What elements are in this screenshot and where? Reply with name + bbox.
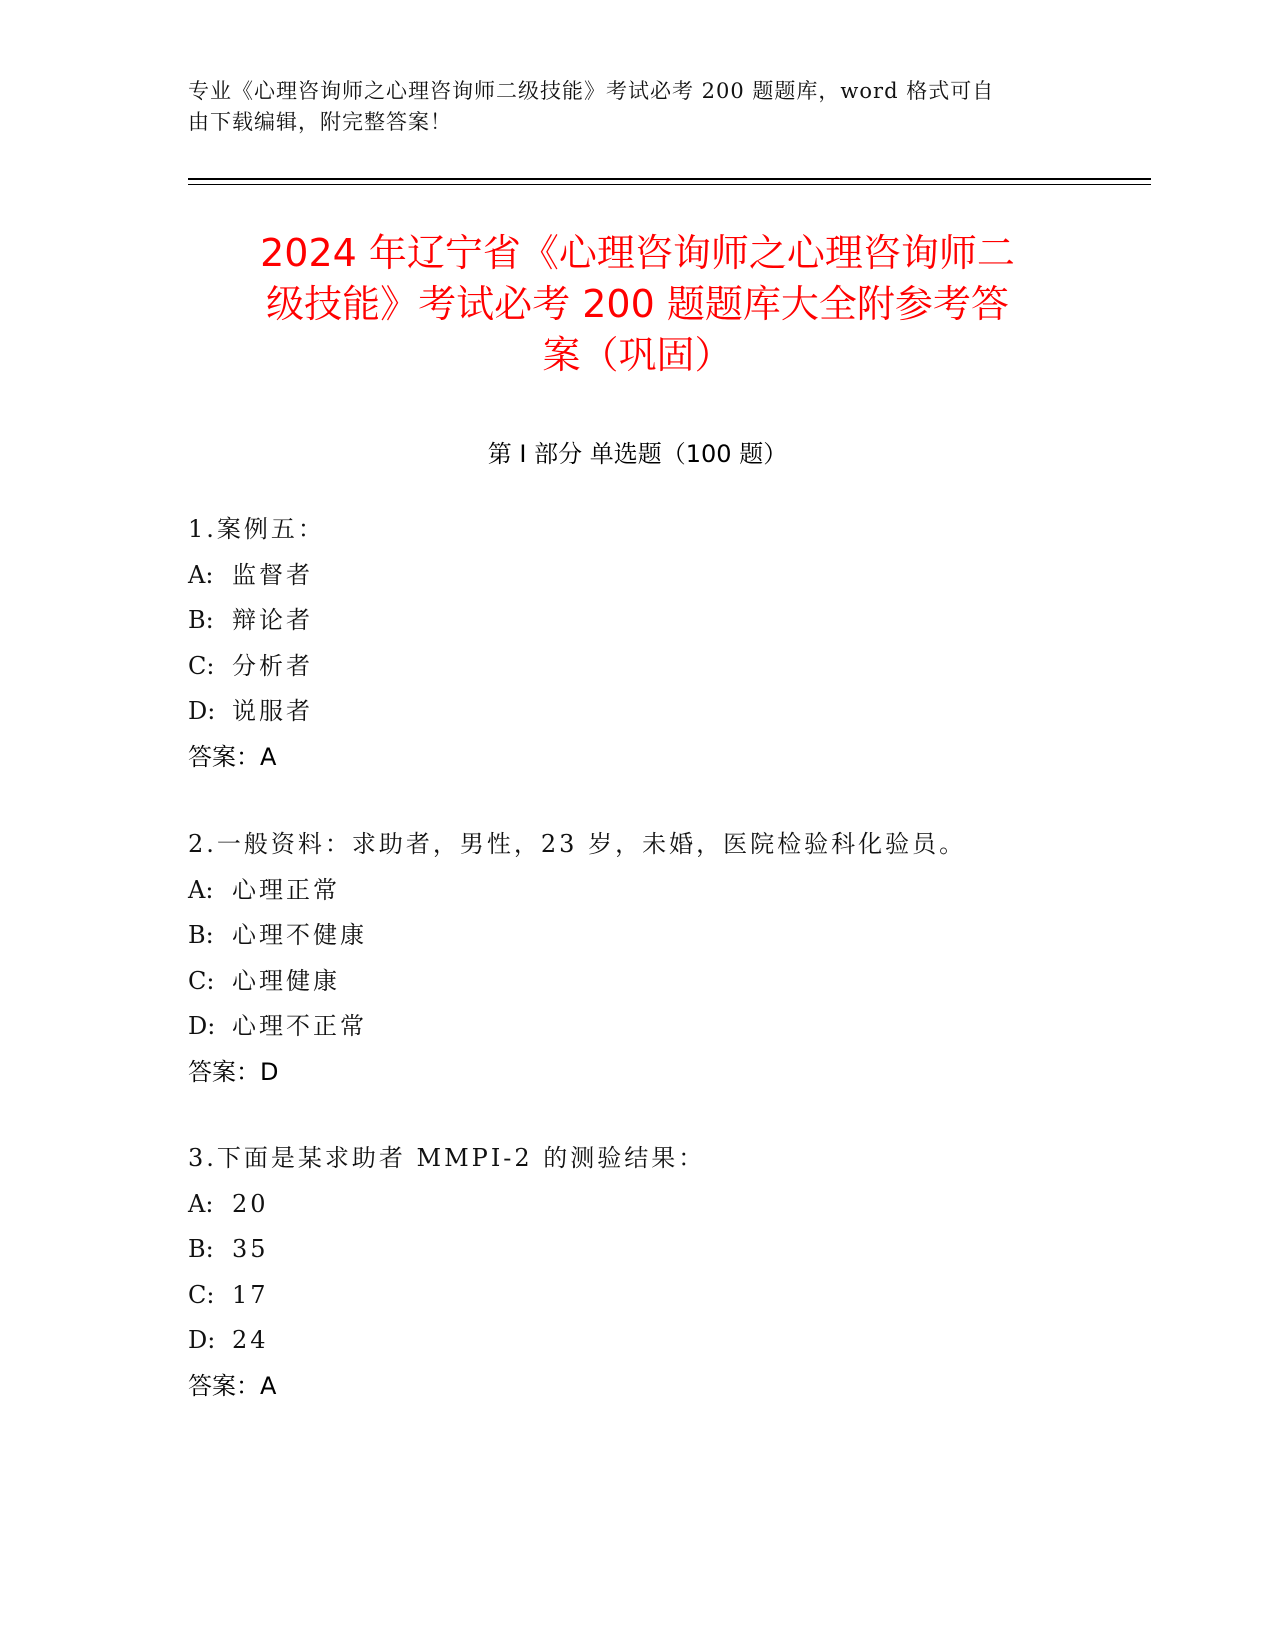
option-d <box>188 1318 1088 1364</box>
option-text: 35 <box>232 1235 269 1263</box>
option-text: 辩论者 <box>232 606 313 634</box>
question-1 <box>188 507 1088 780</box>
option-text: 心理健康 <box>232 966 340 995</box>
option-letter: A: <box>188 875 214 904</box>
header-note <box>188 76 1068 138</box>
option-b <box>188 598 1088 644</box>
option-d <box>188 689 1088 735</box>
option-a <box>188 868 1088 914</box>
option-c <box>188 959 1088 1005</box>
option-text: 说服者 <box>232 697 313 725</box>
section-title: 第 I 部分 单选题（100 题） <box>487 440 788 468</box>
option-text: 心理不健康 <box>232 921 367 949</box>
document-title-line-2: 级技能》考试必考 200 题题库大全附参考答 <box>266 282 1009 326</box>
question-stem: 3.下面是某求助者 MMPI-2 的测验结果： <box>188 1144 706 1172</box>
option-letter: B: <box>188 1235 214 1263</box>
option-a <box>188 553 1088 599</box>
option-letter: B: <box>188 606 214 634</box>
question-stem: 2.一般资料：求助者，男性，23 岁，未婚，医院检验科化验员。 <box>188 830 967 858</box>
header-divider-thick <box>188 178 1151 180</box>
option-text: 心理不正常 <box>232 1012 367 1040</box>
option-d <box>188 1004 1088 1050</box>
option-text: 监督者 <box>232 560 313 589</box>
option-letter: C: <box>188 966 215 995</box>
question-stem: 1.案例五： <box>188 515 325 543</box>
option-text: 分析者 <box>232 651 313 680</box>
option-text: 20 <box>232 1189 269 1218</box>
option-text: 心理正常 <box>232 875 340 904</box>
answer-line: 答案：A <box>188 1371 277 1400</box>
option-text: 17 <box>232 1280 269 1309</box>
option-letter: D: <box>188 1012 216 1040</box>
option-c <box>188 1273 1088 1319</box>
option-letter: C: <box>188 651 215 680</box>
question-2 <box>188 822 1088 1095</box>
option-a <box>188 1182 1088 1228</box>
option-letter: A: <box>188 560 214 589</box>
header-divider-thin <box>188 184 1151 185</box>
header-note-line-2: 由下载编辑，附完整答案！ <box>188 110 452 134</box>
option-b <box>188 1227 1088 1273</box>
option-letter: C: <box>188 1280 215 1309</box>
document-title-line-1: 2024 年辽宁省《心理咨询师之心理咨询师二 <box>260 231 1015 275</box>
header-note-line-1: 专业《心理咨询师之心理咨询师二级技能》考试必考 200 题题库，word 格式可自 <box>188 79 995 103</box>
option-letter: D: <box>188 697 216 725</box>
answer-line: 答案：A <box>188 742 277 771</box>
option-letter: D: <box>188 1326 216 1354</box>
option-text: 24 <box>232 1326 269 1354</box>
option-letter: A: <box>188 1189 214 1218</box>
option-letter: B: <box>188 921 214 949</box>
answer-line: 答案：D <box>188 1057 279 1086</box>
question-3 <box>188 1136 1088 1409</box>
option-b <box>188 913 1088 959</box>
document-title-line-3: 案（巩固） <box>542 333 733 377</box>
document-title <box>190 228 1085 381</box>
option-c <box>188 644 1088 690</box>
